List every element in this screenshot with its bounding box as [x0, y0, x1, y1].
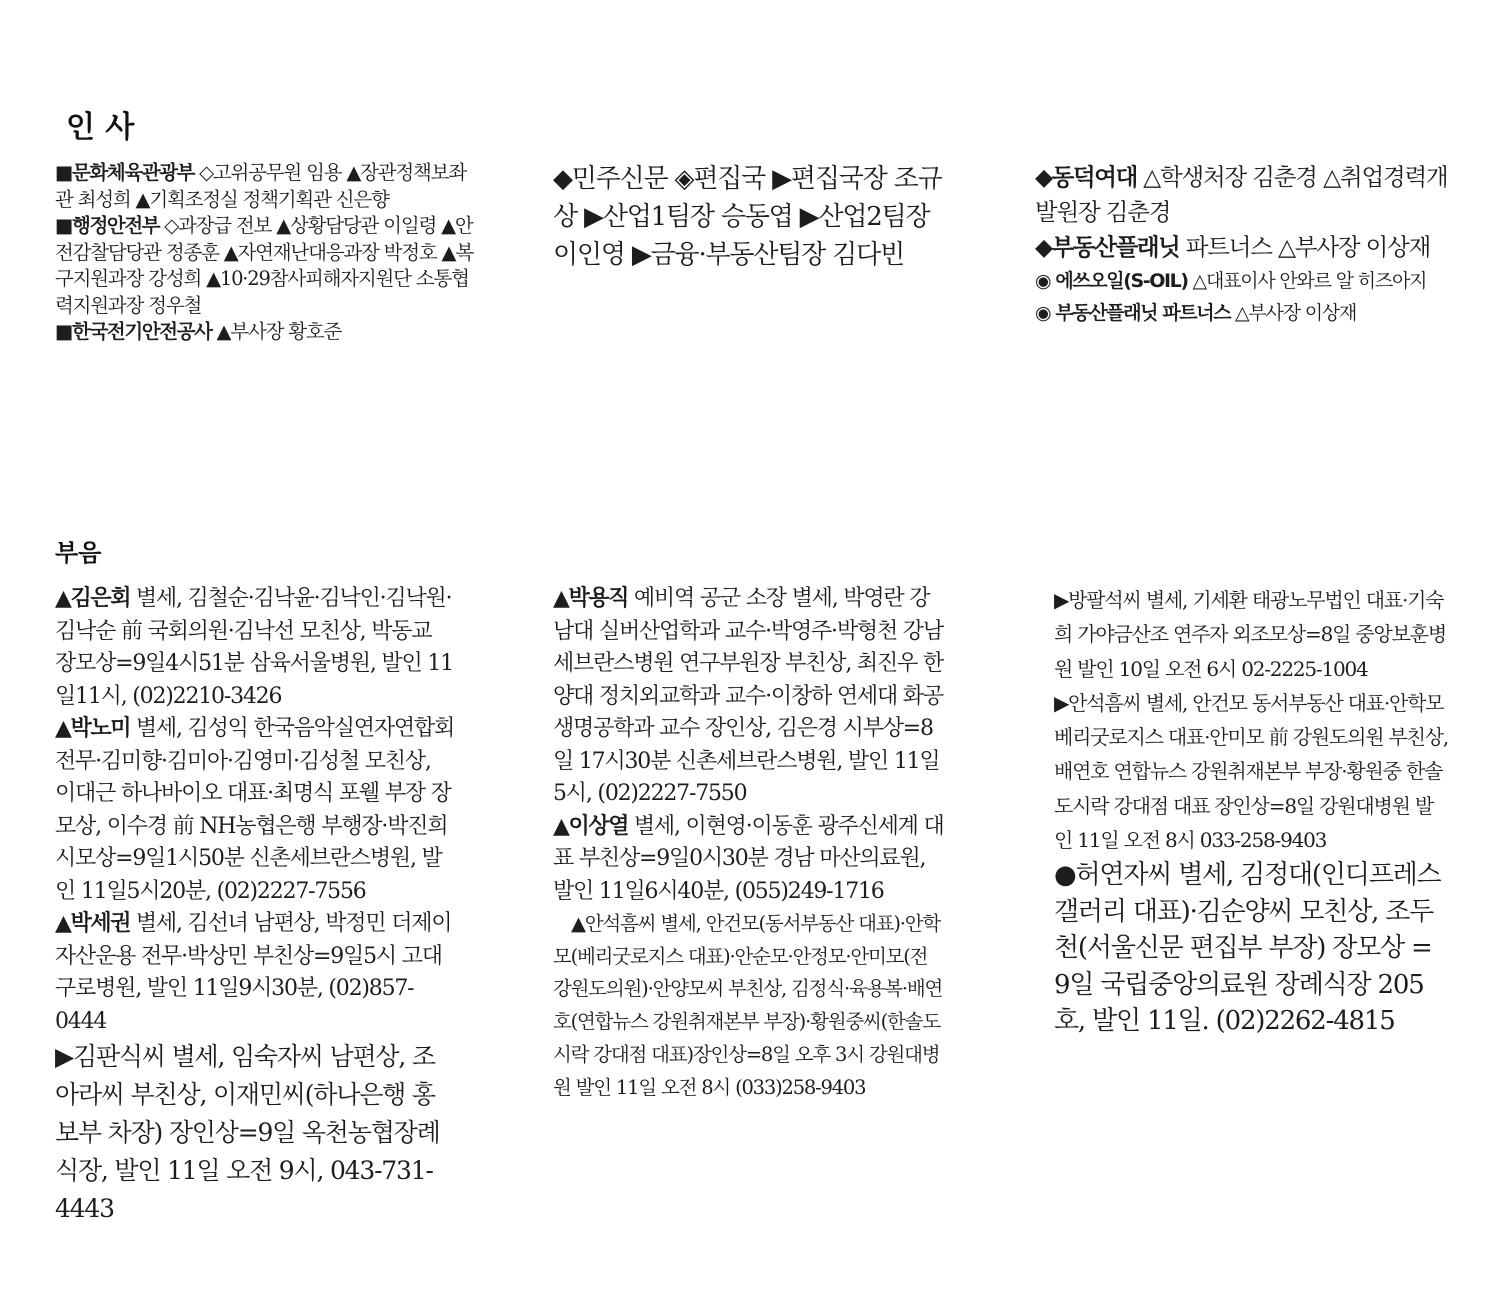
- deceased-name: ▲박세권: [55, 911, 131, 936]
- personnel-entry-mois: [55, 213, 480, 319]
- personnel-entry-minju: ◆민주신문 ◈편집국 ▶편집국장 조규상 ▶산업1팀장 승동엽 ▶산업2팀장 이인영 ▶금융·부동산팀장 김다빈: [553, 164, 942, 270]
- org-name: ■ 문화체육관광부: [55, 161, 194, 184]
- personnel-column-1: [55, 160, 480, 346]
- personnel-column-2: [553, 160, 953, 274]
- deceased-name: ▲이상열: [553, 813, 629, 839]
- personnel-entry-re-planet-2: [1035, 297, 1455, 329]
- entry-text: △학생처장 김춘경 △취업경력개발원장 김춘경: [1035, 163, 1448, 226]
- entry-text: △부사장 이상재: [1230, 302, 1357, 324]
- obituary-entry: [553, 811, 948, 909]
- entry-text: ▲부사장 황호준: [211, 320, 342, 343]
- obituary-entry: [55, 713, 455, 908]
- entry-text: 예비역 공군 소장 별세, 박영란 강남대 실버산업학과 교수·박영주·박형천 강남세브란스병원 연구부원장 부친상, 최진우 한양대 정치외교학과 교수·이창하 연세대 화공생명공학과 교수 장인상, 김은경 시부상=8일 17시30분 신촌세브란스병원, 발인 11일5시, (02)2227-7550: [553, 586, 943, 806]
- org-name: ◆동덕여대: [1035, 163, 1137, 191]
- personnel-entry-mcst: [55, 160, 480, 213]
- org-name: ◆부동산플래닛: [1035, 233, 1180, 261]
- org-name: ◉ 부동산플래닛 파트너스: [1035, 302, 1231, 324]
- personnel-entry-soil: [1035, 265, 1455, 297]
- personnel-column-3: [1035, 160, 1455, 329]
- org-name: ■ 한국전기안전공사: [55, 320, 212, 343]
- deceased-name: ▲박용직: [553, 586, 629, 611]
- personnel-entry-dongduk: [1035, 160, 1455, 230]
- entry-text: 별세, 이현영·이동훈 광주신세계 대표 부친상=9일0시30분 경남 마산의료원, 발인 11일6시40분, (055)249-1716: [553, 813, 944, 904]
- entry-text: ◇고위공무원 임용 ▲장관정책보좌관 최성희 ▲기획조정실 정책기획관 신은향: [55, 161, 466, 211]
- personnel-heading: 인 사: [66, 110, 135, 145]
- entry-text: 파트너스 △부사장 이상재: [1179, 233, 1431, 261]
- org-name: ◉ 에쓰오일(S-OIL): [1035, 270, 1188, 292]
- obituary-entry: ●허연자씨 별세, 김정대(인디프레스 갤러리 대표)·김순양씨 모친상, 조두천(서울신문 편집부 부장) 장모상 = 9일 국립중앙의료원 장례식장 205호, 발인 11일. (02)2262-4815: [1054, 860, 1441, 1037]
- obituaries-column-3: [1054, 583, 1449, 1040]
- obituaries-column-2: [553, 583, 948, 1104]
- obituary-entry: [55, 583, 455, 713]
- org-name: ■ 행정안전부: [55, 214, 159, 237]
- entry-text: 별세, 김선녀 남편상, 박정민 더제이자산운용 전무·박상민 부친상=9일5시 고대구로병원, 발인 11일9시30분, (02)857-0444: [55, 911, 452, 1034]
- personnel-entry-kesco: [55, 319, 480, 346]
- obituary-entry: ▶방팔석씨 별세, 기세환 태광노무법인 대표·기숙희 가야금산조 연주자 외조모상=8일 중앙보훈병원 발인 10일 오전 6시 02-2225-1004: [1054, 588, 1446, 681]
- deceased-name: ▲박노미: [55, 716, 131, 741]
- obituary-entry: [553, 583, 948, 811]
- entry-text: 별세, 김성익 한국음악실연자연합회 전무·김미향·김미아·김영미·김성철 모친상, 이대근 하나바이오 대표·최명식 포웰 부장 장모상, 이수경 前 NH농협은행 부행장·박진희 시모상=9일1시50분 신촌세브란스병원, 발인 11일5시20분, (02)2227-7556: [55, 716, 455, 904]
- obituaries-column-1: [55, 583, 455, 1228]
- obituary-entry: ▲안석흠씨 별세, 안건모(동서부동산 대표)·안학모(베리굿로지스 대표)·안순모·안정모·안미모(전 강원도의원)·안양모씨 부친상, 김정식·육용복·배연호(연합뉴스 강원취재본부 부장)·황원중씨(한솔도시락 강대점 대표)장인상=8일 오후 3시 강원대병원 발인 11일 오전 8시 (033)258-9403: [553, 912, 943, 1099]
- obituary-entry: ▶김판식씨 별세, 임숙자씨 남편상, 조아라씨 부친상, 이재민씨(하나은행 홍보부 차장) 장인상=9일 옥천농협장례식장, 발인 11일 오전 9시, 043-731-4443: [55, 1042, 440, 1223]
- deceased-name: ▲김은회: [55, 586, 131, 611]
- entry-text: 별세, 김철순·김낙윤·김낙인·김낙원·김낙순 前 국회의원·김낙선 모친상, 박동교 장모상=9일4시51분 삼육서울병원, 발인 11일11시, (02)2210-3426: [55, 586, 453, 709]
- obituary-entry: ▶안석흠씨 별세, 안건모 동서부동산 대표·안학모 베리굿로지스 대표·안미모 前 강원도의원 부친상, 배연호 연합뉴스 강원취재본부 부장·황원중 한솔도시락 강대점 대표 장인상=8일 강원대병원 발인 11일 오전 8시 033-258-9403: [1054, 690, 1449, 853]
- personnel-entry-re-planet: [1035, 230, 1455, 265]
- entry-text: △대표이사 안와르 알 히즈아지: [1187, 270, 1427, 292]
- entry-text: ◇과장급 전보 ▲상황담당관 이일령 ▲안전감찰담당관 정종훈 ▲자연재난대응과장 박정호 ▲복구지원과장 강성희 ▲10·29참사피해자지원단 소통협력지원과장 정우철: [55, 214, 473, 317]
- obituaries-heading: 부음: [55, 539, 102, 567]
- obituary-entry: [55, 908, 455, 1038]
